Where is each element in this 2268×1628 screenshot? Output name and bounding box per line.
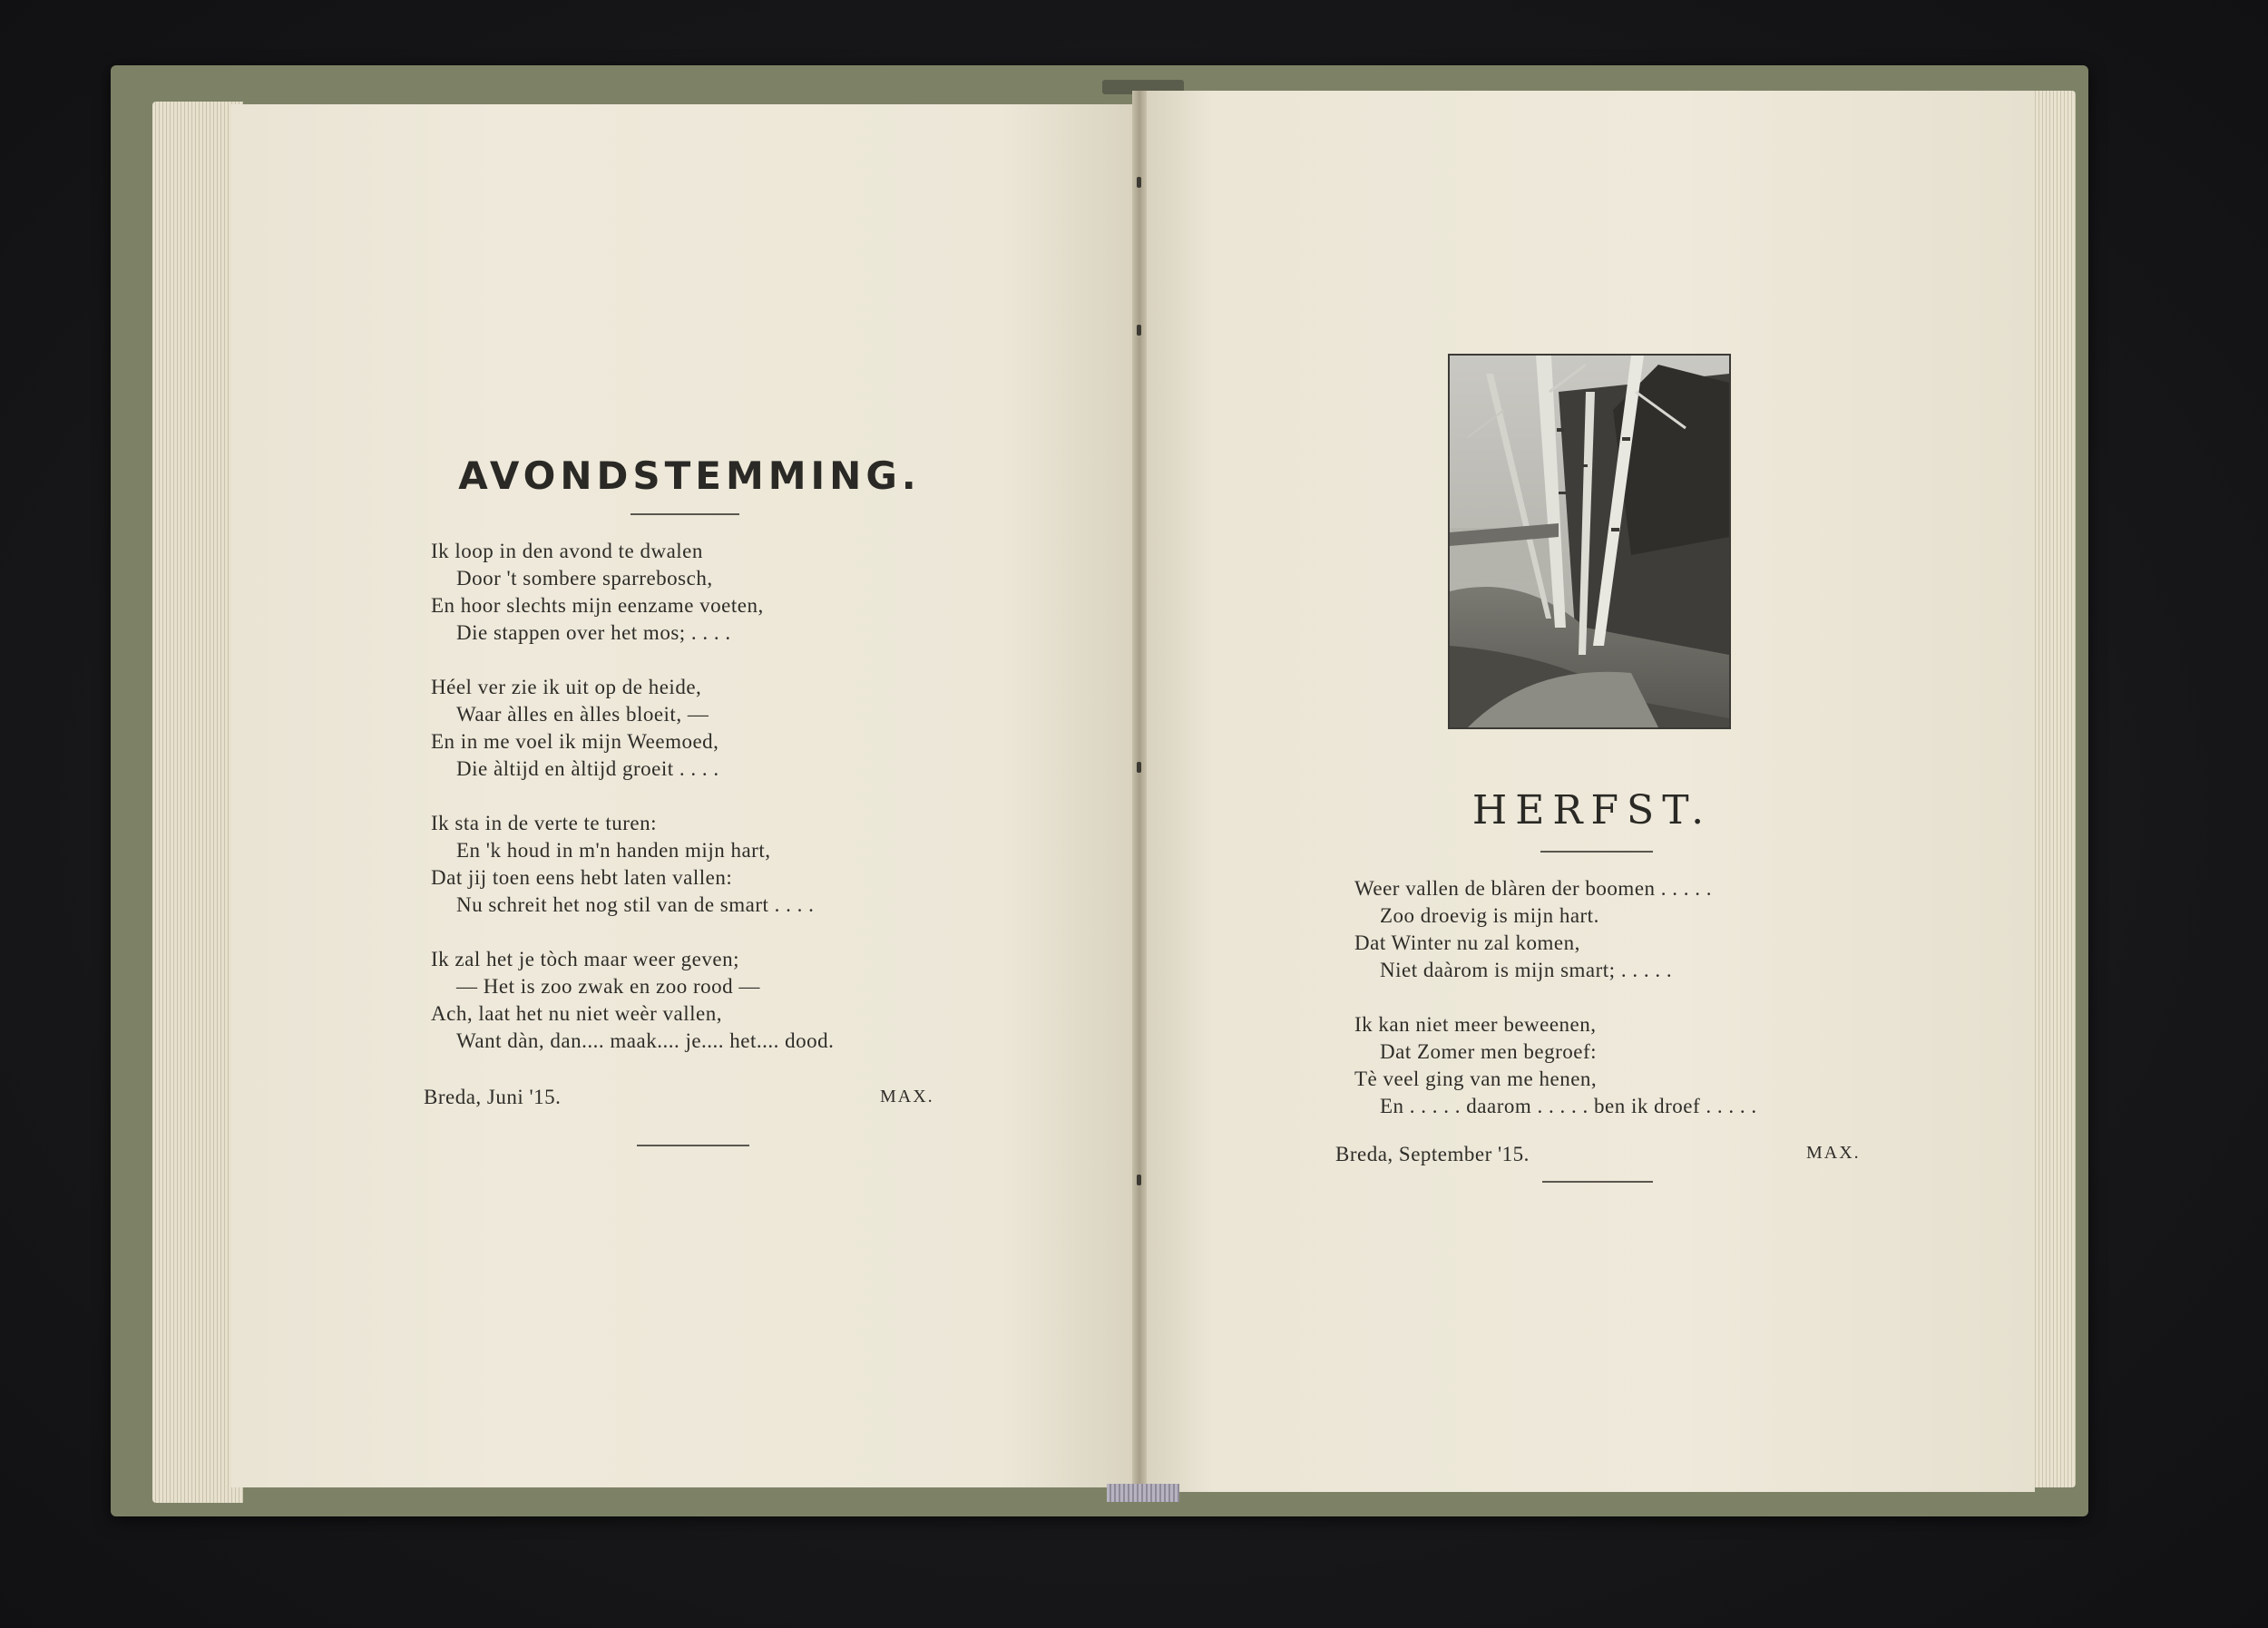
signature-left: MAX. bbox=[880, 1087, 934, 1106]
stitch-mark bbox=[1137, 762, 1141, 773]
poem-line: — Het is zoo zwak en zoo rood — bbox=[456, 975, 760, 998]
poem-line: Die stappen over het mos; . . . . bbox=[456, 621, 731, 644]
poem-line: Dat Zomer men begroef: bbox=[1380, 1040, 1597, 1063]
poem-line: Ach, laat het nu niet weèr vallen, bbox=[431, 1002, 722, 1025]
stanza bbox=[1354, 875, 1757, 984]
page-edges-right bbox=[2032, 91, 2076, 1487]
poem-line: En hoor slechts mijn eenzame voeten, bbox=[431, 594, 764, 617]
poem-line: En 'k houd in m'n handen mijn hart, bbox=[456, 839, 771, 862]
poem-line: Tè veel ging van me henen, bbox=[1354, 1067, 1598, 1090]
place-date-left: Breda, Juni '15. bbox=[424, 1086, 562, 1108]
poem-body-left bbox=[431, 538, 834, 1082]
poem-title-right: HERFST. bbox=[1471, 787, 1713, 833]
stanza bbox=[431, 946, 834, 1055]
poem-line: Dat jij toen eens hebt laten vallen: bbox=[431, 866, 733, 889]
spine-headband bbox=[1107, 1484, 1179, 1502]
poem-line: Ik kan niet meer beweenen, bbox=[1354, 1013, 1597, 1036]
poem-line: Dat Winter nu zal komen, bbox=[1354, 931, 1580, 954]
stitch-mark bbox=[1137, 325, 1141, 336]
poem-line: Ik zal het je tòch maar weer geven; bbox=[431, 948, 739, 970]
poem-title-left: AVONDSTEMMING. bbox=[458, 453, 921, 498]
poem-line: Waar àlles en àlles bloeit, — bbox=[456, 703, 709, 726]
poem-line: Ik loop in den avond te dwalen bbox=[431, 540, 703, 562]
poem-line: Niet daàrom is mijn smart; . . . . . bbox=[1380, 959, 1673, 981]
stanza bbox=[431, 674, 834, 783]
poem-line: Ik sta in de verte te turen: bbox=[431, 812, 658, 834]
poem-line: Weer vallen de blàren der boomen . . . . . bbox=[1354, 877, 1713, 900]
poem-line: Want dàn, dan.... maak.... je.... het.... dood. bbox=[456, 1029, 835, 1052]
page-edges-left bbox=[152, 102, 243, 1503]
poem-line: Zoo droevig is mijn hart. bbox=[1380, 904, 1599, 927]
end-rule-left bbox=[637, 1145, 749, 1146]
poem-line: Die àltijd en àltijd groeit . . . . bbox=[456, 757, 719, 780]
stitch-mark bbox=[1137, 1175, 1141, 1185]
birch-trees-photo bbox=[1448, 354, 1731, 729]
poem-line: Héel ver zie ik uit op de heide, bbox=[431, 676, 702, 698]
poem-line: Door 't sombere sparrebosch, bbox=[456, 567, 713, 590]
stanza bbox=[431, 538, 834, 647]
stanza bbox=[431, 810, 834, 919]
title-rule-left bbox=[631, 513, 739, 515]
poem-line: Nu schreit het nog stil van de smart . . . . bbox=[456, 893, 815, 916]
poem-line: En . . . . . daarom . . . . . ben ik droef . . . . . bbox=[1380, 1095, 1757, 1117]
place-date-right: Breda, September '15. bbox=[1335, 1143, 1530, 1165]
stitch-mark bbox=[1137, 177, 1141, 188]
stanza bbox=[1354, 1011, 1757, 1120]
book-gutter bbox=[1132, 91, 1147, 1492]
end-rule-right bbox=[1542, 1181, 1653, 1183]
poem-body-right bbox=[1354, 875, 1757, 1147]
poem-line: En in me voel ik mijn Weemoed, bbox=[431, 730, 719, 753]
title-rule-right bbox=[1540, 851, 1653, 853]
signature-right: MAX. bbox=[1806, 1143, 1861, 1163]
